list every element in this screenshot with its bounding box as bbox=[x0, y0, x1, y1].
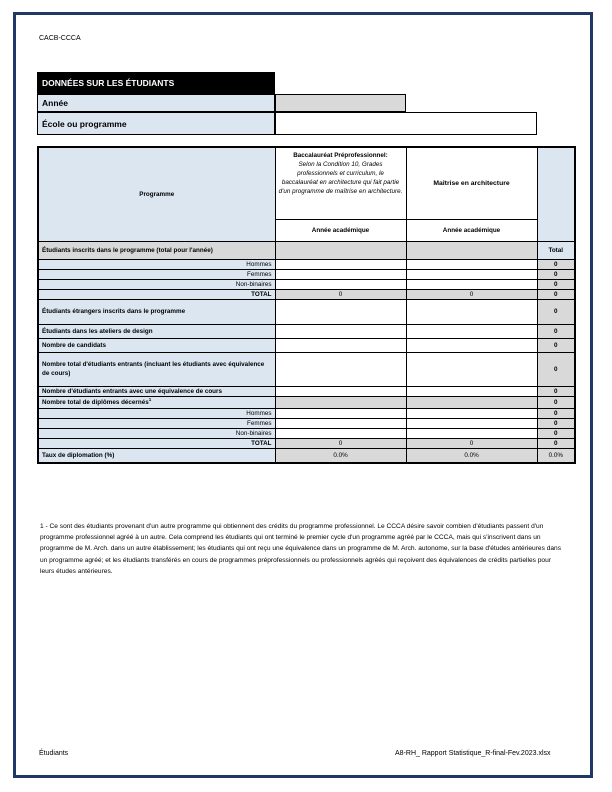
diplomes-label bbox=[38, 396, 275, 408]
equivalence-maitrise-input[interactable] bbox=[406, 386, 537, 396]
footnote: 1 - Ce sont des étudiants provenant d'un autre programme qui obtiennent des crédits du programme professionnel. Le CCCA désire savoir combien d'étudiants passent d'un programme professionnel agréé à un autre. Cela comprend les étudiants qui ont terminé le premier cycle d'un programme agréé par le CCCA, mais qui s'inscrivent dans un programme de M. Arch. dans un autre établissement; les étudiants qui ont reçu une équivalence dans un programme de M. Arch. autonome, sur la base d'études antérieures dans un programme agréé; et les étudiants transférés en cours de programmes préprofessionnels ou professionnels agréés qui reçoivent des équivalences de crédits partielles pour leurs études antérieures. bbox=[40, 523, 562, 575]
femmes-maitrise-input-2[interactable] bbox=[406, 418, 537, 428]
nonbinaires-maitrise-input-1[interactable] bbox=[406, 279, 537, 289]
femmes-bac-input-1[interactable] bbox=[275, 269, 406, 279]
annee-academique-maitrise: Année académique bbox=[406, 219, 537, 241]
hommes-maitrise-input-1[interactable] bbox=[406, 259, 537, 269]
bac-note: Selon la Condition 10, Grades professionnels et curriculum, le baccalauréat en architecture qui fait partie d'un programme de maîtrise en architecture. bbox=[278, 161, 403, 195]
femmes-label-1: Femmes bbox=[38, 269, 275, 279]
femmes-total-2: 0 bbox=[537, 418, 575, 428]
maitrise-header: Maîtrise en architecture bbox=[406, 147, 537, 219]
total-bac-1: 0 bbox=[275, 289, 406, 299]
total-total-2: 0 bbox=[537, 438, 575, 448]
total-header-blank bbox=[537, 147, 575, 241]
diplomes-total: 0 bbox=[537, 396, 575, 408]
hommes-label-1: Hommes bbox=[38, 259, 275, 269]
equivalence-total: 0 bbox=[537, 386, 575, 396]
hommes-total-2: 0 bbox=[537, 408, 575, 418]
annee-academique-bac: Année académique bbox=[275, 219, 406, 241]
inscrits-bac bbox=[275, 241, 406, 259]
ateliers-maitrise-input[interactable] bbox=[406, 324, 537, 338]
nonbinaires-label-2: Non-binaires bbox=[38, 428, 275, 438]
student-data-table bbox=[37, 146, 576, 464]
candidats-bac-input[interactable] bbox=[275, 338, 406, 352]
total-total-1: 0 bbox=[537, 289, 575, 299]
header-code: CACB-CCCA bbox=[39, 35, 81, 42]
femmes-label-2: Femmes bbox=[38, 418, 275, 428]
entrants-bac-input[interactable] bbox=[275, 352, 406, 386]
total-maitrise-2: 0 bbox=[406, 438, 537, 448]
inscrits-maitrise bbox=[406, 241, 537, 259]
nonbinaires-label-1: Non-binaires bbox=[38, 279, 275, 289]
section-title: DONNÉES SUR LES ÉTUDIANTS bbox=[37, 72, 275, 94]
diplomes-bac bbox=[275, 396, 406, 408]
programme-header: Programme bbox=[38, 147, 275, 241]
footer-left: Étudiants bbox=[39, 750, 69, 757]
equivalence-bac-input[interactable] bbox=[275, 386, 406, 396]
entrants-label: Nombre total d'étudiants entrants (incluant les étudiants avec équivalence de cours) bbox=[38, 352, 275, 386]
total-label-2: TOTAL bbox=[38, 438, 275, 448]
total-bac-2: 0 bbox=[275, 438, 406, 448]
entrants-maitrise-input[interactable] bbox=[406, 352, 537, 386]
total-maitrise-1: 0 bbox=[406, 289, 537, 299]
nonbinaires-total-1: 0 bbox=[537, 279, 575, 289]
annee-input[interactable] bbox=[275, 94, 406, 112]
taux-maitrise: 0.0% bbox=[406, 448, 537, 463]
etrangers-maitrise-input[interactable] bbox=[406, 299, 537, 324]
hommes-total-1: 0 bbox=[537, 259, 575, 269]
nonbinaires-bac-input-2[interactable] bbox=[275, 428, 406, 438]
hommes-bac-input-2[interactable] bbox=[275, 408, 406, 418]
footer-right: A8-RH_ Rapport Statistique_R-final-Fev.2023.xlsx bbox=[395, 750, 551, 757]
entrants-total: 0 bbox=[537, 352, 575, 386]
candidats-maitrise-input[interactable] bbox=[406, 338, 537, 352]
nonbinaires-maitrise-input-2[interactable] bbox=[406, 428, 537, 438]
diplomes-maitrise bbox=[406, 396, 537, 408]
taux-total: 0.0% bbox=[537, 448, 575, 463]
nonbinaires-total-2: 0 bbox=[537, 428, 575, 438]
bac-title: Baccalauréat Préprofessionnel: bbox=[293, 152, 388, 159]
femmes-bac-input-2[interactable] bbox=[275, 418, 406, 428]
taux-label: Taux de diplomation (%) bbox=[38, 448, 275, 463]
total-label-1: TOTAL bbox=[38, 289, 275, 299]
ecole-label: École ou programme bbox=[37, 112, 275, 135]
diplomes-footnote-ref: 1 bbox=[148, 397, 152, 403]
ecole-input[interactable] bbox=[275, 112, 537, 135]
annee-label: Année bbox=[37, 94, 275, 112]
bac-header bbox=[275, 147, 406, 219]
etrangers-bac-input[interactable] bbox=[275, 299, 406, 324]
femmes-total-1: 0 bbox=[537, 269, 575, 279]
ateliers-bac-input[interactable] bbox=[275, 324, 406, 338]
nonbinaires-bac-input-1[interactable] bbox=[275, 279, 406, 289]
diplomes-label-text: Nombre total de diplômes décernés bbox=[42, 399, 149, 407]
hommes-maitrise-input-2[interactable] bbox=[406, 408, 537, 418]
total-header: Total bbox=[537, 241, 575, 259]
etrangers-total: 0 bbox=[537, 299, 575, 324]
hommes-bac-input-1[interactable] bbox=[275, 259, 406, 269]
candidats-total: 0 bbox=[537, 338, 575, 352]
inscrits-label: Étudiants inscrits dans le programme (total pour l'année) bbox=[38, 241, 275, 259]
candidats-label: Nombre de candidats bbox=[38, 338, 275, 352]
equivalence-label: Nombre d'étudiants entrants avec une équivalence de cours bbox=[38, 386, 275, 396]
ateliers-label: Étudiants dans les ateliers de design bbox=[38, 324, 275, 338]
femmes-maitrise-input-1[interactable] bbox=[406, 269, 537, 279]
hommes-label-2: Hommes bbox=[38, 408, 275, 418]
ateliers-total: 0 bbox=[537, 324, 575, 338]
etrangers-label: Étudiants étrangers inscrits dans le programme bbox=[38, 299, 275, 324]
taux-bac: 0.0% bbox=[275, 448, 406, 463]
